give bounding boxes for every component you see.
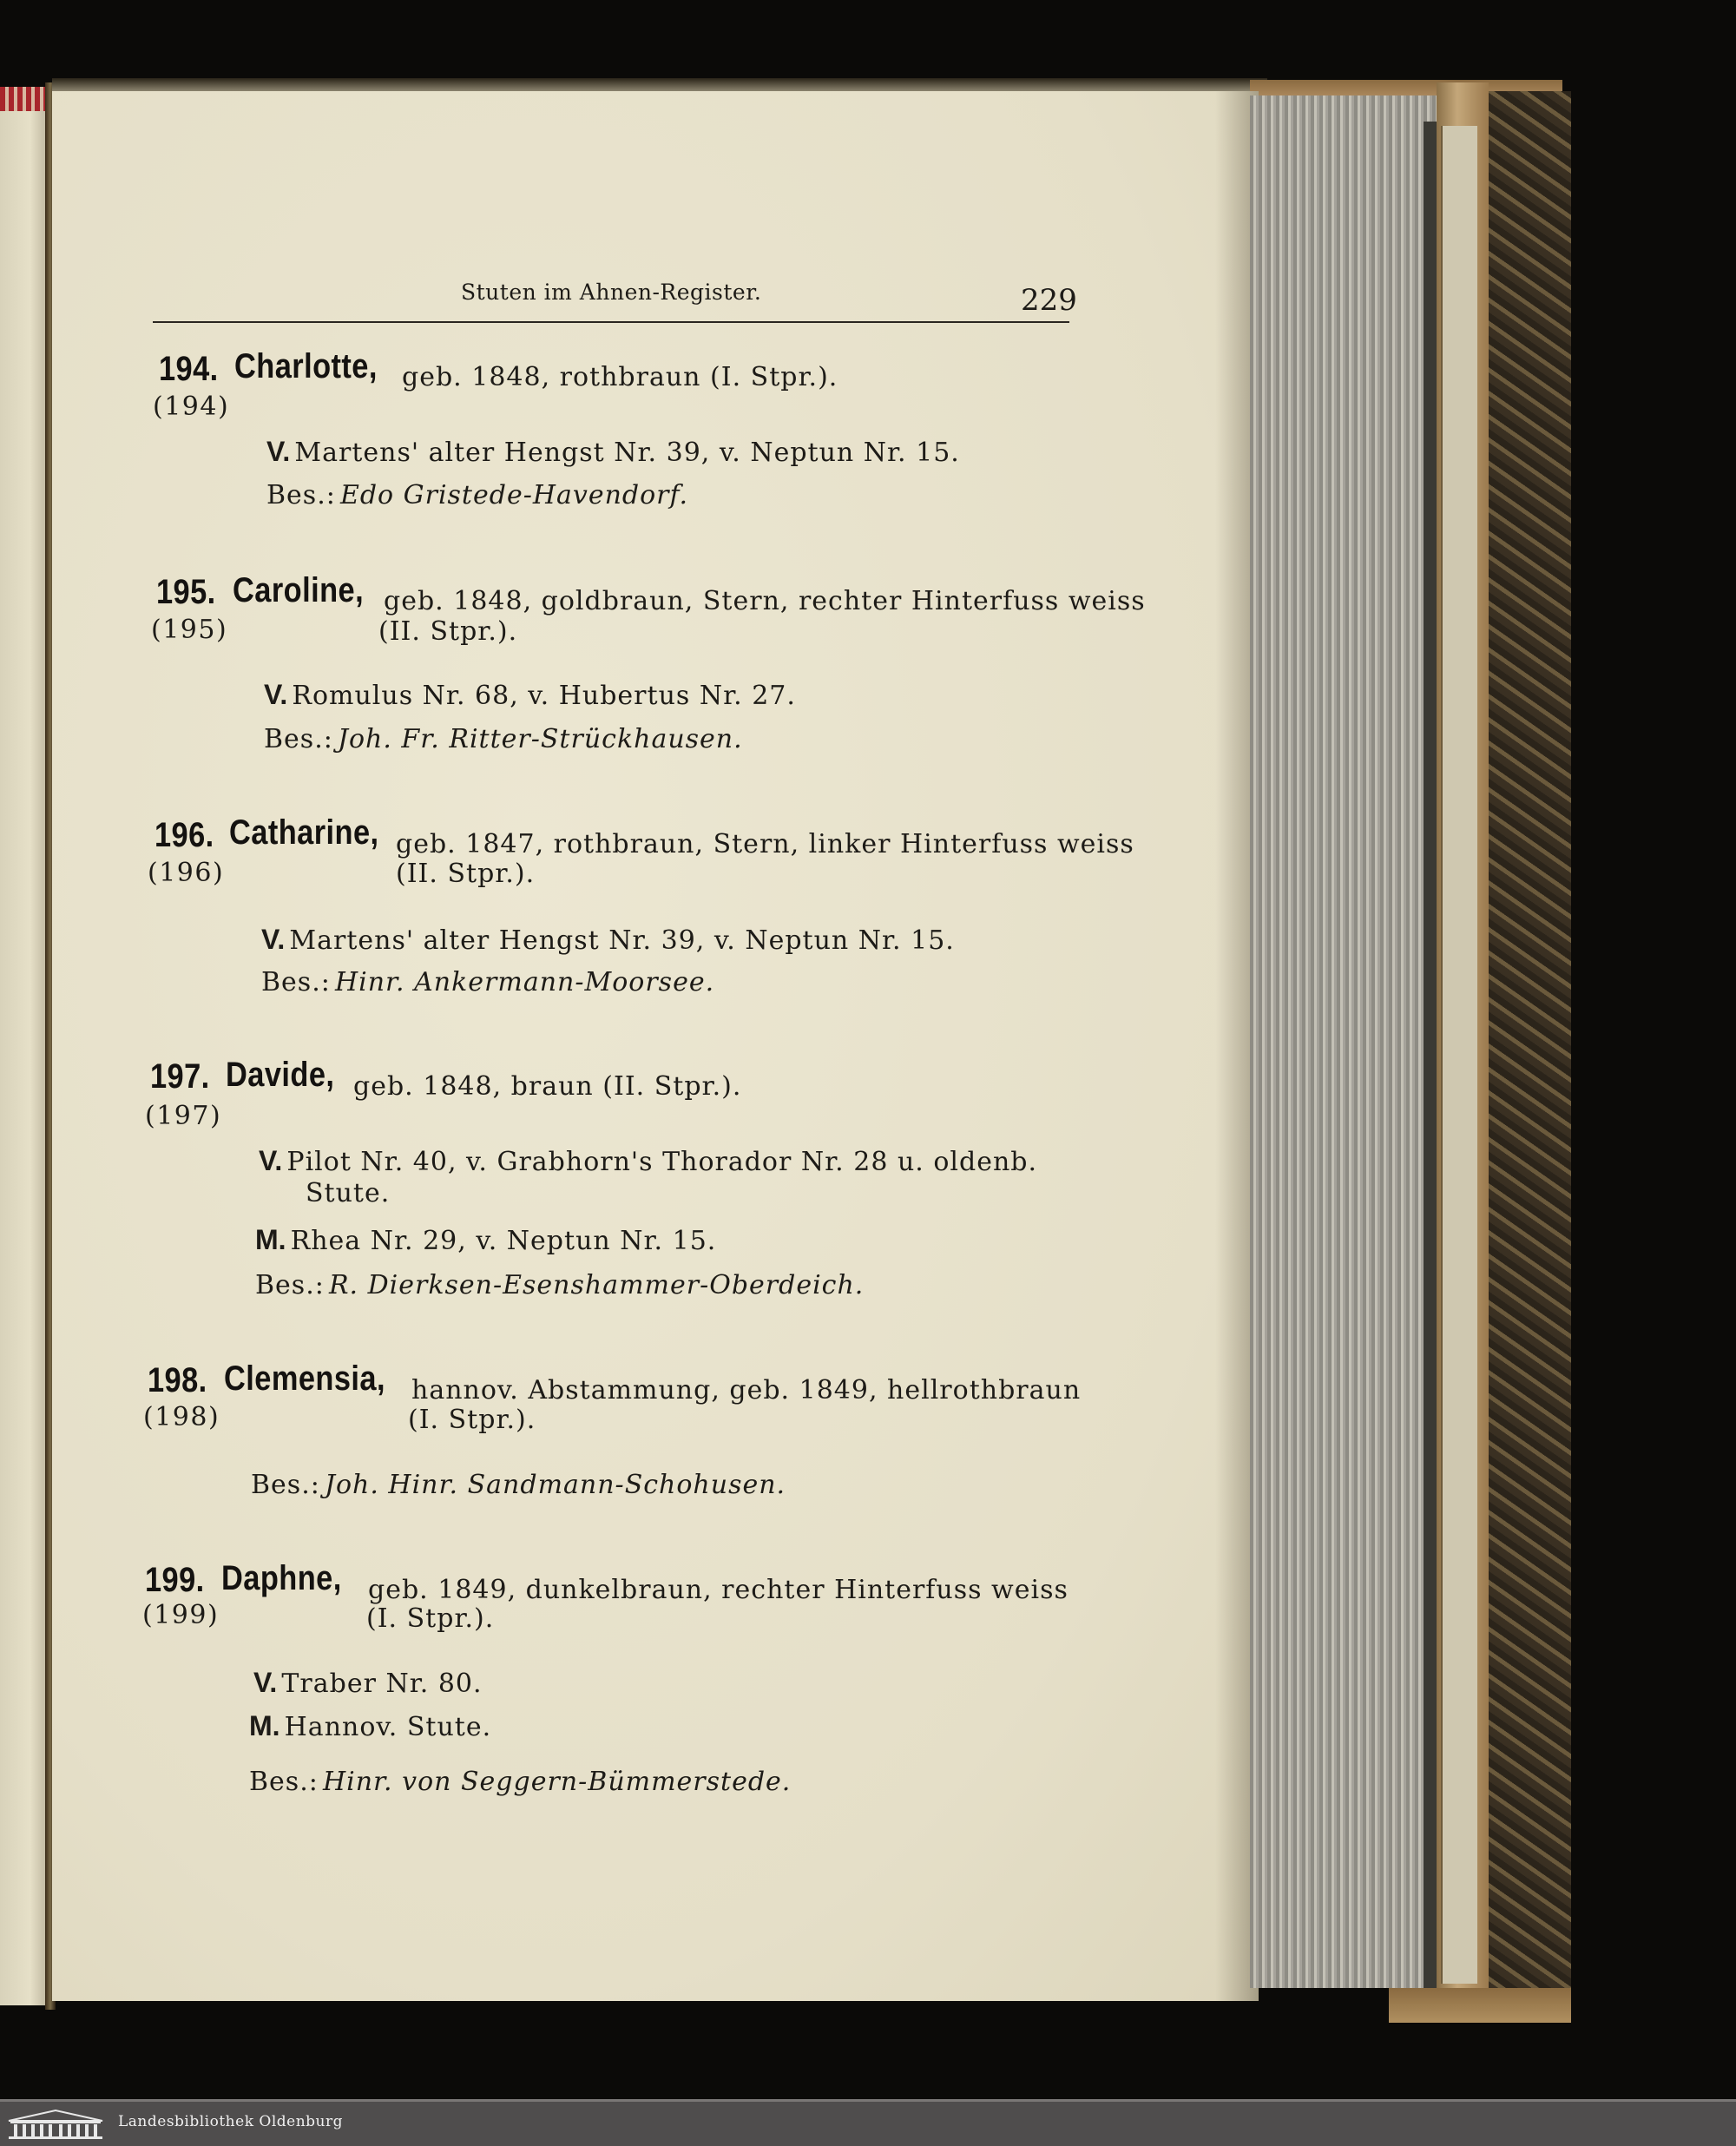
owner-line (255, 1270, 864, 1300)
owner-line (264, 724, 743, 754)
owner-line (251, 1470, 786, 1500)
owner-line (261, 967, 714, 997)
running-head: Stuten im Ahnen-Register. (461, 280, 762, 305)
owner-label: Bes.: (266, 480, 336, 510)
owner-text: Hinr. Ankermann-Moorsee. (334, 967, 715, 997)
entry-name: Caroline, (233, 571, 365, 609)
entry-name: Catharine, (229, 813, 379, 852)
entry-description: hannov. Abstammung, geb. 1849, hellrothbraun (411, 1375, 1082, 1405)
sire-text: Traber Nr. 80. (281, 1669, 483, 1699)
sire-label: V. (264, 679, 288, 710)
entry-name: Daphne, (221, 1559, 342, 1597)
entry-number: 197. (150, 1057, 210, 1096)
book-cover-bottom (1389, 1988, 1571, 2023)
sire-text: Pilot Nr. 40, v. Grabhorn's Thorador Nr. 28 u. oldenb. (286, 1147, 1038, 1177)
header-rule (153, 321, 1069, 323)
entry-description-cont: (I. Stpr.). (408, 1405, 536, 1435)
owner-label: Bes.: (249, 1767, 319, 1797)
sire-text-cont: Stute. (306, 1178, 391, 1208)
owner-text: R. Dierksen-Esenshammer-Oberdeich. (328, 1270, 865, 1300)
owner-label: Bes.: (264, 724, 333, 754)
entry-number: 195. (156, 573, 216, 611)
dam-label: M. (255, 1224, 286, 1255)
entry-number: 196. (155, 816, 214, 854)
entry-description: geb. 1849, dunkelbraun, rechter Hinterfuss weiss (368, 1575, 1069, 1605)
sire-line (264, 679, 796, 711)
owner-label: Bes.: (261, 967, 331, 997)
entry-reference: (196) (148, 858, 225, 888)
sire-label: V. (253, 1667, 278, 1698)
footer-bar (0, 2099, 1736, 2146)
dam-line (255, 1224, 716, 1256)
page-edges-stack (1250, 95, 1441, 1988)
owner-text: Edo Gristede-Havendorf. (339, 480, 689, 510)
sire-line (266, 436, 960, 468)
owner-label: Bes.: (255, 1270, 325, 1300)
owner-text: Joh. Fr. Ritter-Strückhausen. (337, 724, 743, 754)
owner-line (266, 480, 688, 510)
entry-number: 198. (148, 1361, 207, 1399)
owner-text: Hinr. von Seggern-Bümmerstede. (322, 1767, 792, 1797)
entry-reference: (197) (145, 1101, 222, 1131)
dam-label: M. (249, 1710, 280, 1741)
sire-text: Martens' alter Hengst Nr. 39, v. Neptun Nr. 15. (294, 438, 960, 468)
sire-line (261, 924, 955, 956)
owner-text: Joh. Hinr. Sandmann-Schohusen. (324, 1470, 786, 1500)
entry-number: 199. (145, 1561, 205, 1599)
entry-description: geb. 1848, goldbraun, Stern, rechter Hinterfuss weiss (384, 586, 1146, 616)
sire-line (259, 1145, 1037, 1177)
sire-label: V. (259, 1145, 283, 1176)
entry-name: Clemensia, (224, 1359, 385, 1398)
entry-reference: (199) (142, 1600, 220, 1630)
entry-description: geb. 1847, rothbraun, Stern, linker Hinterfuss weiss (396, 829, 1134, 859)
page-number: 229 (1021, 283, 1077, 318)
entry-description-cont: (II. Stpr.). (378, 616, 518, 647)
dam-line (249, 1710, 491, 1742)
entry-name: Charlotte, (234, 347, 378, 385)
marbled-cover (1489, 91, 1571, 2014)
sire-label: V. (261, 924, 286, 955)
dam-text: Rhea Nr. 29, v. Neptun Nr. 15. (290, 1226, 717, 1256)
sire-text: Romulus Nr. 68, v. Hubertus Nr. 27. (292, 681, 796, 711)
entry-number: 194. (159, 350, 219, 388)
sire-line (253, 1667, 483, 1699)
dam-text: Hannov. Stute. (284, 1712, 492, 1742)
footer-library-name: Landesbibliothek Oldenburg (118, 2113, 344, 2130)
entry-description-cont: (II. Stpr.). (396, 859, 536, 889)
left-page-marker (0, 87, 50, 111)
entry-reference: (194) (153, 392, 230, 422)
entry-reference: (195) (151, 615, 228, 645)
entry-description: geb. 1848, braun (II. Stpr.). (353, 1071, 742, 1102)
entry-description: geb. 1848, rothbraun (I. Stpr.). (402, 362, 838, 392)
entry-description-cont: (I. Stpr.). (366, 1603, 495, 1634)
library-building-icon (5, 2107, 106, 2140)
sire-text: Martens' alter Hengst Nr. 39, v. Neptun Nr. 15. (289, 925, 955, 956)
sire-label: V. (266, 436, 291, 467)
owner-line (249, 1767, 791, 1797)
entry-reference: (198) (143, 1402, 220, 1432)
endpaper (1441, 126, 1477, 1984)
owner-label: Bes.: (251, 1470, 320, 1500)
left-page-edge (0, 91, 50, 2005)
entry-name: Davide, (226, 1056, 335, 1094)
